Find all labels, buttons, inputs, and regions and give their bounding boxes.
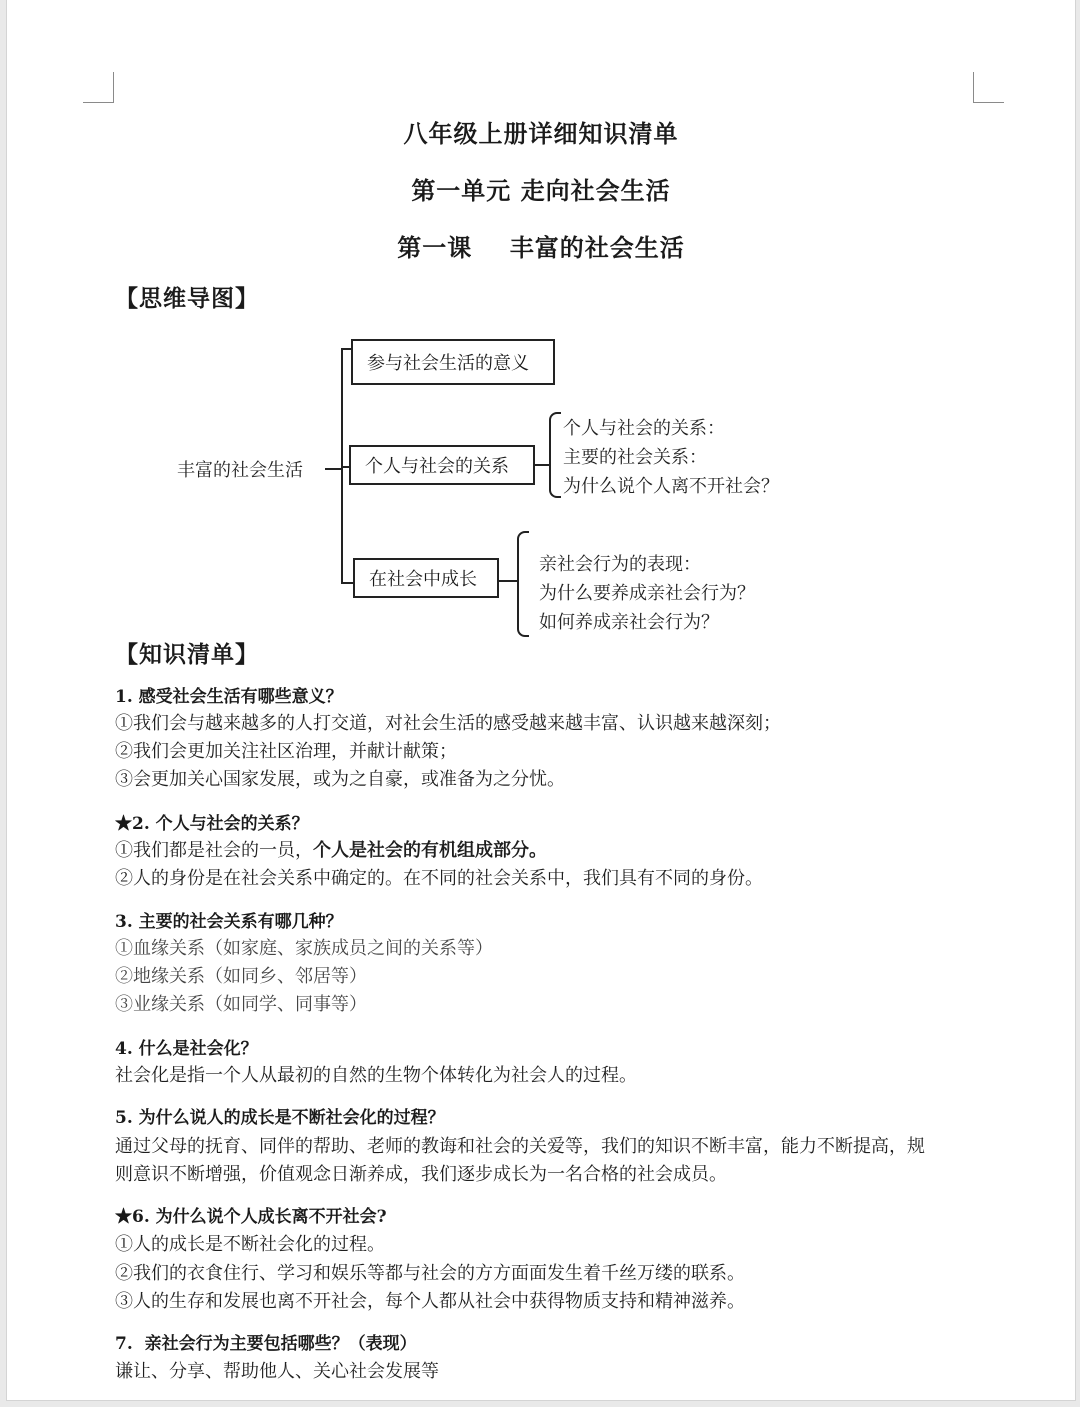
question-7-answer-line: 谦让、分享、帮助他人、关心社会发展等 <box>115 1361 439 1382</box>
mindmap-root: 丰富的社会生活 <box>177 460 303 481</box>
question-1-title: 1. 感受社会生活有哪些意义？ <box>115 687 343 707</box>
document-page <box>6 0 1076 1401</box>
question-6-title: ★6. 为什么说个人成长离不开社会? <box>115 1207 387 1227</box>
question-2-title: ★2. 个人与社会的关系？ <box>115 814 309 834</box>
question-3-answer-line: ①血缘关系（如家庭、家族成员之间的关系等） <box>115 938 493 959</box>
question-7-title: 7. 亲社会行为主要包括哪些？（表现） <box>115 1334 417 1354</box>
mindmap-branch2-item: 为什么说个人离不开社会？ <box>563 476 779 497</box>
question-1-answer-line: ③会更加关心国家发展，或为之自豪，或准备为之分忧。 <box>115 769 565 790</box>
document-title: 八年级上册详细知识清单 <box>403 120 679 148</box>
mindmap-branch3-item: 如何养成亲社会行为？ <box>539 612 719 633</box>
question-1-answer-line: ①我们会与越来越多的人打交道，对社会生活的感受越来越丰富、认识越来越深刻； <box>115 713 781 734</box>
mindmap-branch2-brace-connector <box>535 464 549 466</box>
knowledge-heading: 【知识清单】 <box>115 642 259 668</box>
question-6-answer-line: ①人的成长是不断社会化的过程。 <box>115 1234 385 1255</box>
question-5-answer-line: 通过父母的抚育、同伴的帮助、老师的教诲和社会的关爱等，我们的知识不断丰富，能力不断提高，规 <box>115 1136 925 1157</box>
page-corner-mark-top-right <box>973 72 1004 103</box>
question-6-answer-line: ②我们的衣食住行、学习和娱乐等都与社会的方方面面发生着千丝万缕的联系。 <box>115 1263 745 1284</box>
mindmap-branch1-connector <box>341 348 351 350</box>
mindmap-heading: 【思维导图】 <box>115 286 259 312</box>
page-corner-mark-top-left <box>83 72 114 103</box>
mindmap-branch2-item: 主要的社会关系： <box>563 447 707 468</box>
mindmap-branch-meaning <box>351 339 555 385</box>
question-2-answer-emphasis: 个人是社会的有机组成部分。 <box>313 840 547 861</box>
mindmap-branch3-brace-connector <box>499 580 517 582</box>
question-5-answer-line: 则意识不断增强，价值观念日渐养成，我们逐步成长为一名合格的社会成员。 <box>115 1164 727 1185</box>
mindmap-branch2-item: 个人与社会的关系： <box>563 418 725 439</box>
mindmap-branch3-item: 亲社会行为的表现： <box>539 554 701 575</box>
question-1-answer-line: ②我们会更加关注社区治理，并献计献策； <box>115 741 457 762</box>
unit-title: 第一单元 走向社会生活 <box>411 177 671 205</box>
mindmap-branch2-brace <box>549 412 561 498</box>
question-3-answer-line: ②地缘关系（如同乡、邻居等） <box>115 966 367 987</box>
question-2-answer-text: ①我们都是社会的一员， <box>115 840 313 861</box>
mindmap-branch-growth <box>353 558 499 598</box>
question-3-answer-line: ③业缘关系（如同学、同事等） <box>115 994 367 1015</box>
lesson-title: 第一课 丰富的社会生活 <box>397 234 685 262</box>
mindmap-branch-meaning-label: 参与社会生活的意义 <box>367 353 529 374</box>
question-2-answer-line <box>115 836 547 862</box>
question-3-title: 3. 主要的社会关系有哪几种？ <box>115 912 343 932</box>
question-4-title: 4. 什么是社会化？ <box>115 1039 258 1059</box>
question-2-answer-line: ②人的身份是在社会关系中确定的。在不同的社会关系中，我们具有不同的身份。 <box>115 868 763 889</box>
mindmap-branch3-item: 为什么要养成亲社会行为？ <box>539 583 755 604</box>
mindmap-branch-growth-label: 在社会中成长 <box>369 569 477 590</box>
mindmap-branch-relationship-label: 个人与社会的关系 <box>365 456 509 477</box>
mindmap-branch-relationship <box>349 445 535 485</box>
question-6-answer-line: ③人的生存和发展也离不开社会，每个人都从社会中获得物质支持和精神滋养。 <box>115 1291 745 1312</box>
mindmap-branch3-brace <box>517 531 529 637</box>
question-4-answer-line: 社会化是指一个人从最初的自然的生物个体转化为社会人的过程。 <box>115 1065 637 1086</box>
question-5-title: 5. 为什么说人的成长是不断社会化的过程？ <box>115 1108 445 1128</box>
mindmap-branch3-connector <box>341 582 353 584</box>
